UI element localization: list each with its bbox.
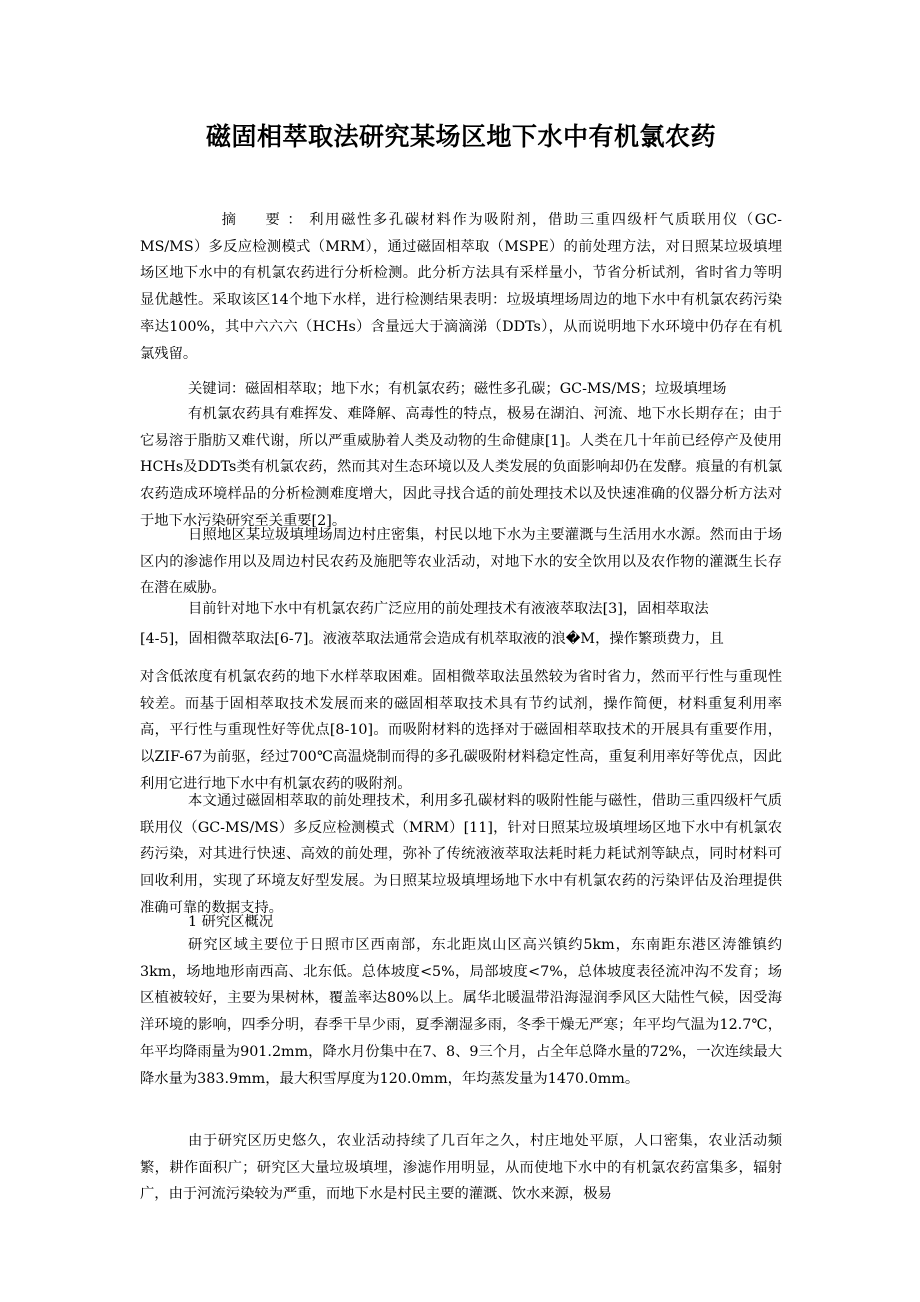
section-heading-1: 1 研究区概况 [188,914,274,930]
paragraph-intro-3-rest: 对含低浓度有机氯农药的地下水样萃取困难。固相微萃取法虽然较为省时省力，然而平行性与重现性较差。而基于固相萃取技术发展而来的磁固相萃取技术具有节约试剂，操作简便，材料重复利用率高，平行性与重现性好等优点[8-10]。而吸附材料的选择对于磁固相萃取技术的开展具有重要作用，以ZIF-67为前驱，经过700℃高温烧制而得的多孔碳吸附材料稳定性高，重复利用率好等优点，因此利用它进行地下水中有机氯农药的吸附剂。 [140,669,782,792]
paragraph-intro-3-line-2: [4-5]，固相微萃取法[6-7]。液液萃取法通常会造成有机萃取液的浪�M，操作繁琐费力，且 [140,631,724,647]
paragraph-intro-2: 日照地区某垃圾填埋场周边村庄密集，村民以地下水为主要灌溉与生活用水水源。然而由于场区内的渗滤作用以及周边村民农药及施肥等农业活动，对地下水的安全饮用以及农作物的灌溉生长存在潜在威胁。 [140,527,782,597]
keywords: 关键词：磁固相萃取；地下水；有机氯农药；磁性多孔碳；GC-MS/MS；垃圾填埋场 [188,381,727,397]
abstract-label: 摘 要： [220,212,310,228]
paragraph-intro-4: 本文通过磁固相萃取的前处理技术，利用多孔碳材料的吸附性能与磁性，借助三重四级杆气质联用仪（GC-MS/MS）多反应检测模式（MRM）[11]，针对日照某垃圾填埋场区地下水中有机氯农药污染，对其进行快速、高效的前处理，弥补了传统液液萃取法耗时耗力耗试剂等缺点，同时材料可回收利用，实现了环境友好型发展。为日照某垃圾填埋场地下水中有机氯农药的污染评估及治理提供准确可靠的数据支持。 [140,793,782,916]
paragraph-section-1-1: 研究区域主要位于日照市区西南部，东北距岚山区高兴镇约5km，东南距东港区涛雒镇约3km，场地地形南西高、北东低。总体坡度<5%，局部坡度<7%，总体坡度表径流冲沟不发育；场区植被较好，主要为果树林，覆盖率达80%以上。属华北暖温带沿海湿润季风区大陆性气候，因受海洋环境的影响，四季分明，春季干旱少雨，夏季潮湿多雨，冬季干燥无严寒；年平均气温为12.7℃，年平均降雨量为901.2mm，降水月份集中在7、8、9三个月，占全年总降水量的72%，一次连续最大降水量为383.9mm，最大积雪厚度为120.0mm，年均蒸发量为1470.0mm。 [140,937,782,1087]
paragraph-section-1-2: 由于研究区历史悠久，农业活动持续了几百年之久，村庄地处平原，人口密集，农业活动频繁，耕作面积广；研究区大量垃圾填埋，渗滤作用明显，从而使地下水中的有机氯农药富集多，辐射广，由于河流污染较为严重，而地下水是村民主要的灌溉、饮水来源，极易 [140,1133,782,1203]
abstract-text: 利用磁性多孔碳材料作为吸附剂，借助三重四级杆气质联用仪（GC-MS/MS）多反应检测模式（MRM），通过磁固相萃取（MSPE）的前处理方法，对日照某垃圾填埋场区地下水中的有机氯农药进行分析检测。此分析方法具有采样量小，节省分析试剂，省时省力等明显优越性。采取该区14个地下水样，进行检测结果表明：垃圾填埋场周边的地下水中有机氯农药污染率达100%，其中六六六（HCHs）含量远大于滴滴涕（DDTs），从而说明地下水环境中仍存在有机氯残留。 [140,212,782,362]
paper-title: 磁固相萃取法研究某场区地下水中有机氯农药 [205,122,716,151]
abstract [140,207,782,367]
paragraph-intro-1: 有机氯农药具有难挥发、难降解、高毒性的特点，极易在湖泊、河流、地下水长期存在；由于它易溶于脂肪又难代谢，所以严重威胁着人类及动物的生命健康[1]。人类在几十年前已经停产及使用HCHs及DDTs类有机氯农药，然而其对生态环境以及人类发展的负面影响却仍在发酵。痕量的有机氯农药造成环境样品的分析检测难度增大，因此寻找合适的前处理技术以及快速准确的仪器分析方法对于地下水污染研究至关重要[2]。 [140,406,782,529]
paragraph-intro-3-line-1: 目前针对地下水中有机氯农药广泛应用的前处理技术有液液萃取法[3]，固相萃取法 [188,601,709,617]
